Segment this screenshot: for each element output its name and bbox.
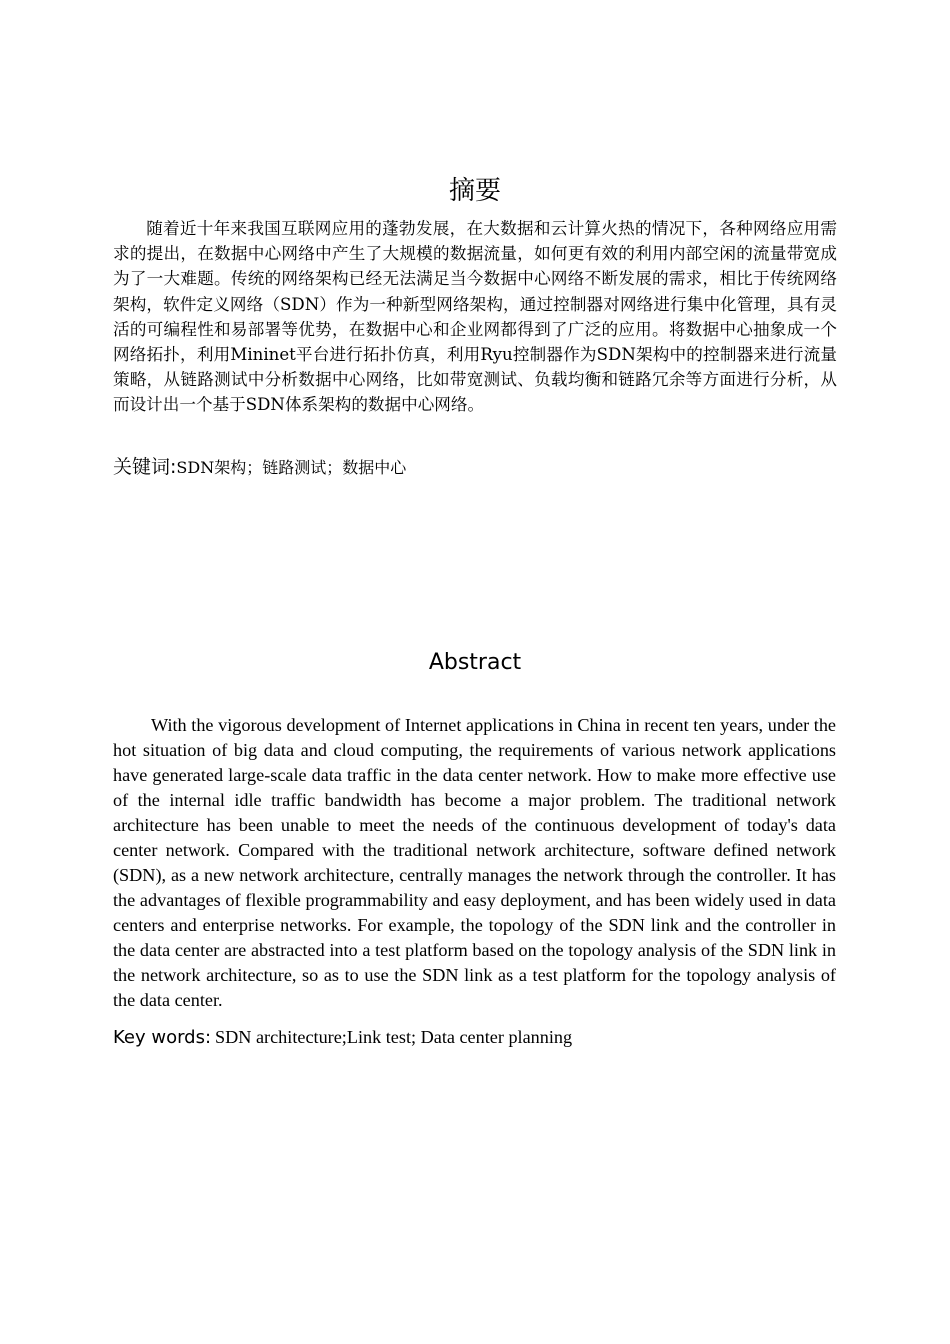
chinese-abstract-title: 摘要 (448, 176, 501, 206)
english-keywords-text: SDN architecture;Link test; Data center planning (215, 1027, 573, 1047)
chinese-keywords (113, 453, 837, 483)
english-keywords-label: Key words: (113, 1027, 212, 1048)
chinese-abstract-body: 随着近十年来我国互联网应用的蓬勃发展，在大数据和云计算火热的情况下，各种网络应用需求的提出，在数据中心网络中产生了大规模的数据流量，如何更有效的利用内部空闲的流量带宽成为了一大难题。传统的网络架构已经无法满足当今数据中心网络不断发展的需求，相比于传统网络架构，软件定义网络（SDN）作为一种新型网络架构，通过控制器对网络进行集中化管理，具有灵活的可编程性和易部署等优势，在数据中心和企业网都得到了广泛的应用。将数据中心抽象成一个网络拓扑，利用Mininet平台进行拓扑仿真，利用Ryu控制器作为SDN架构中的控制器来进行流量策略，从链路测试中分析数据中心网络，比如带宽测试、负载均衡和链路冗余等方面进行分析，从而设计出一个基于SDN体系架构的数据中心网络。 (113, 219, 837, 415)
english-abstract-title: Abstract (428, 650, 522, 675)
chinese-keywords-text: SDN架构；链路测试；数据中心 (176, 458, 407, 477)
chinese-keywords-label: 关键词: (113, 456, 177, 478)
english-abstract-body: With the vigorous development of Internet applications in China in recent ten years, under the hot situation of big data and cloud computing, the requirements of various network applications have generated large-scale data traffic in the data center network. How to make more effective use of the internal idle traffic bandwidth has become a major problem. The traditional network architecture has been unable to meet the needs of the continuous development of today's data center network. Compared with the traditional network architecture, software defined network (SDN), as a new network architecture, centrally manages the network through the controller. It has the advantages of flexible programmability and easy deployment, and has been widely used in data centers and enterprise networks. For example, the topology of the SDN link and the controller in the data center are abstracted into a test platform based on the topology analysis of the SDN link in the network architecture, so as to use the SDN link as a test platform for the topology analysis of the data center. (113, 715, 836, 1010)
english-keywords (113, 1023, 837, 1053)
